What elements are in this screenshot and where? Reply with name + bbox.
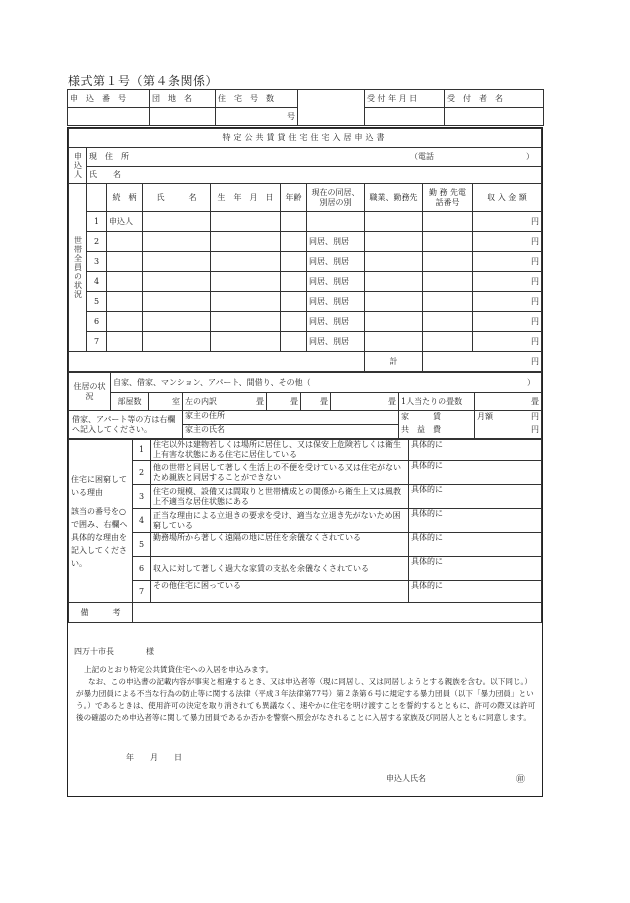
relation-cell: 申込人 — [107, 212, 143, 232]
header-name: 氏 名 — [143, 184, 211, 212]
rental-note: 借家、アパート等の方は右欄へ記入してください。 — [69, 411, 183, 439]
occupation-cell[interactable] — [365, 232, 423, 252]
complex-name-field[interactable] — [150, 108, 216, 126]
difficulty-instructions: 該当の番号を○で囲み、右欄へ具体的な理由を記入してください。 — [71, 506, 128, 568]
residence-type-options: 自家、借家、マンション、アパート、間借り、その他（ — [113, 377, 311, 387]
relation-cell[interactable] — [107, 232, 143, 252]
birthdate-cell[interactable] — [211, 332, 281, 352]
name-cell[interactable] — [143, 232, 211, 252]
occupation-cell[interactable] — [365, 332, 423, 352]
age-cell[interactable] — [281, 292, 307, 312]
table-row — [69, 332, 542, 352]
header-relation: 続 柄 — [107, 184, 143, 212]
breakdown-label: 左の内訳 — [185, 396, 217, 406]
date-line[interactable]: 年 月 日 — [126, 753, 182, 762]
jo-unit-4[interactable]: 畳 — [331, 393, 399, 411]
age-cell[interactable] — [281, 272, 307, 292]
table-row — [69, 272, 542, 292]
row-number: 4 — [87, 272, 107, 292]
occupation-cell[interactable] — [365, 312, 423, 332]
name-cell[interactable] — [143, 332, 211, 352]
reason-number[interactable]: 4 — [133, 509, 151, 533]
per-person-label: 1人当たりの畳数 — [399, 393, 475, 411]
receiver-label: 受 付 者 名 — [445, 90, 544, 108]
occupation-cell[interactable] — [365, 292, 423, 312]
age-cell[interactable] — [281, 212, 307, 232]
address-label: 現 住 所 — [89, 152, 129, 161]
per-person-unit[interactable]: 畳 — [475, 393, 542, 411]
jo-unit-2[interactable]: 畳 — [267, 393, 301, 411]
table-row — [69, 292, 542, 312]
form-title: 様式第１号（第４条関係） — [68, 74, 219, 88]
difficulty-label: 住宅に困窮している理由 — [71, 474, 127, 497]
name-cell[interactable] — [143, 252, 211, 272]
occupation-cell[interactable] — [365, 212, 423, 232]
work-phone-cell[interactable] — [423, 292, 473, 312]
reason-number[interactable]: 6 — [133, 557, 151, 581]
header-income: 収 入 金 額 — [473, 184, 542, 212]
complex-name-label: 団 地 名 — [150, 90, 216, 108]
name-row[interactable] — [87, 167, 542, 184]
remarks-field[interactable] — [133, 603, 542, 623]
landlord-address[interactable]: 家主の住所 — [183, 411, 398, 425]
rooms-label: 部屋数 — [111, 393, 149, 411]
relation-cell[interactable] — [107, 312, 143, 332]
reason-text: その他住宅に困っている — [151, 581, 409, 603]
phone-label: （電話 — [410, 152, 434, 161]
income-cell[interactable]: 円 — [473, 272, 542, 292]
receiver-field[interactable] — [445, 108, 544, 126]
phone-close: ） — [526, 152, 534, 161]
header-age: 年齢 — [281, 184, 307, 212]
rent-label: 家 賃 — [401, 411, 441, 421]
income-cell[interactable]: 円 — [473, 212, 542, 232]
rent-field[interactable] — [475, 412, 541, 425]
reception-table — [67, 89, 544, 126]
received-date-field[interactable] — [365, 108, 445, 126]
statement-intro: 上記のとおり特定公共賃貸住宅への入居を申込みます。 — [84, 665, 274, 674]
birthdate-cell[interactable] — [211, 292, 281, 312]
header-occupation: 職業、勤務先 — [365, 184, 423, 212]
specific-field[interactable]: 具体的に — [409, 509, 542, 533]
jo-unit-3[interactable]: 畳 — [301, 393, 331, 411]
work-phone-cell[interactable] — [423, 232, 473, 252]
residence-types[interactable] — [111, 373, 542, 393]
header-birthdate: 生 年 月 日 — [211, 184, 281, 212]
income-cell[interactable]: 円 — [473, 292, 542, 312]
common-fee-field[interactable]: 円 — [531, 424, 540, 434]
work-phone-cell[interactable] — [423, 272, 473, 292]
common-fee-label: 共 益 費 — [401, 424, 441, 434]
application-no-label: 申 込 番 号 — [68, 90, 150, 108]
row-number: 6 — [87, 312, 107, 332]
unit-no-label: 住 宅 号 数 — [216, 90, 298, 108]
age-cell[interactable] — [281, 232, 307, 252]
cohabitation-cell[interactable]: 同居、別居 — [307, 292, 365, 312]
relation-cell[interactable] — [107, 332, 143, 352]
specific-field[interactable]: 具体的に — [409, 440, 542, 461]
age-cell[interactable] — [281, 312, 307, 332]
name-cell[interactable] — [143, 292, 211, 312]
name-cell[interactable] — [143, 272, 211, 292]
table-row — [69, 212, 542, 232]
seal-icon: ㊞ — [516, 775, 526, 785]
cohabitation-cell[interactable]: 同居、別居 — [307, 232, 365, 252]
statement-consent: なお、この申込書の記載内容が事実と相違するとき、又は申込者等（現に同居し、又は同居しようとする親族を含む。以下同じ。）が暴力団員による不当な行為の防止等に関する法律（平成３年法律第77号）第２条第６号に規定する暴力団員（以下「暴力団員」という。）であるときは、使用許可の決定を取り消されても異議なく、速やかに住宅を明け渡すことを誓約するとともに、許可の際又は許可後の確認のため申込者等に関して暴力団員であるか否かを警察へ照会がなされることに入居する家族及び同居人とともに同意します。 — [76, 677, 536, 722]
header-cohabitation: 現在の同居、別居の別 — [307, 184, 365, 212]
specific-field[interactable]: 具体的に — [409, 581, 542, 603]
relation-cell[interactable] — [107, 292, 143, 312]
relation-cell[interactable] — [107, 272, 143, 292]
document-title: 特定公共賃貸住宅住宅入居申込書 — [69, 129, 542, 148]
cohabitation-cell[interactable]: 同居、別居 — [307, 252, 365, 272]
relation-cell[interactable] — [107, 252, 143, 272]
work-phone-cell[interactable] — [423, 252, 473, 272]
work-phone-cell[interactable] — [423, 212, 473, 232]
rent-yen: 円 — [531, 411, 540, 421]
row-number: 1 — [87, 212, 107, 232]
table-row — [69, 252, 542, 272]
cohabitation-cell — [307, 212, 365, 232]
name-cell[interactable] — [143, 312, 211, 332]
birthdate-cell[interactable] — [211, 212, 281, 232]
applicant-label: 申込人 — [69, 148, 87, 184]
received-date-label: 受 付 年 月 日 — [365, 90, 445, 108]
occupation-cell[interactable] — [365, 252, 423, 272]
specific-field[interactable]: 具体的に — [409, 485, 542, 509]
application-no-field[interactable] — [68, 108, 150, 126]
cohabitation-cell[interactable]: 同居、別居 — [307, 272, 365, 292]
reason-text: 住宅の規模、設備又は間取りと世帯構成との関係から衛生上又は風教上不適当な居住状態にある — [151, 485, 409, 509]
reason-text: 正当な理由による立退きの要求を受け、適当な立退き先がないため困窮している — [151, 509, 409, 533]
reason-number[interactable]: 7 — [133, 581, 151, 603]
difficulty-label-cell — [69, 440, 133, 603]
specific-field[interactable]: 具体的に — [409, 533, 542, 557]
total-income[interactable]: 円 — [423, 352, 542, 372]
reason-text: 勤務場所から著しく遠隔の地に居住を余儀なくされている — [151, 533, 409, 557]
income-cell[interactable]: 円 — [473, 312, 542, 332]
name-label: 氏 名 — [89, 170, 121, 179]
specific-field[interactable]: 具体的に — [409, 557, 542, 581]
total-label: 計 — [365, 352, 423, 372]
table-row — [69, 312, 542, 332]
birthdate-cell[interactable] — [211, 232, 281, 252]
work-phone-cell[interactable] — [423, 312, 473, 332]
cohabitation-cell[interactable]: 同居、別居 — [307, 312, 365, 332]
reason-number[interactable]: 2 — [133, 461, 151, 485]
landlord-name[interactable]: 家主の氏名 — [185, 425, 225, 434]
row-number: 3 — [87, 252, 107, 272]
name-cell[interactable] — [143, 212, 211, 232]
specific-field[interactable]: 具体的に — [409, 461, 542, 485]
header-work-phone: 勤 務 先電話番号 — [423, 184, 473, 212]
application-form — [67, 127, 543, 797]
income-cell[interactable]: 円 — [473, 332, 542, 352]
signature-label: 申込人氏名 — [386, 774, 426, 783]
go-label: 号 — [216, 108, 298, 126]
breakdown-cell[interactable] — [183, 393, 267, 411]
mayor-addressee: 四万十市長 様 — [74, 647, 154, 656]
monthly-label: 月額 — [477, 411, 493, 421]
remarks-label: 備 考 — [69, 603, 133, 623]
cohabitation-cell[interactable]: 同居、別居 — [307, 332, 365, 352]
row-number: 2 — [87, 232, 107, 252]
reason-number[interactable]: 5 — [133, 533, 151, 557]
household-label: 世帯全員の状況 — [69, 184, 87, 352]
income-cell[interactable]: 円 — [473, 252, 542, 272]
rooms-unit[interactable]: 室 — [149, 393, 183, 411]
residence-label: 住居の状 況 — [69, 373, 111, 411]
unit-no-cell[interactable] — [298, 90, 365, 126]
reason-number[interactable]: 1 — [133, 440, 151, 461]
residence-table — [68, 372, 542, 439]
address-row[interactable] — [87, 148, 542, 167]
reason-number[interactable]: 3 — [133, 485, 151, 509]
reason-text: 収入に対して著しく過大な家賃の支払を余儀なくされている — [151, 557, 409, 581]
row-number: 5 — [87, 292, 107, 312]
jo-unit: 畳 — [256, 396, 264, 406]
occupation-cell[interactable] — [365, 272, 423, 292]
residence-type-close: ） — [527, 377, 535, 387]
reason-text: 他の世帯と同居して著しく生活上の不便を受けている又は住宅がないため親族と同居することができない — [151, 461, 409, 485]
reason-text: 住宅以外は建物若しくは場所に居住し、又は保安上危険若しくは衛生上有害な状態にある住宅に居住している — [151, 440, 409, 461]
main-table — [68, 128, 542, 372]
income-cell[interactable]: 円 — [473, 232, 542, 252]
row-number: 7 — [87, 332, 107, 352]
birthdate-cell[interactable] — [211, 312, 281, 332]
age-cell[interactable] — [281, 252, 307, 272]
work-phone-cell[interactable] — [423, 332, 473, 352]
table-row — [69, 232, 542, 252]
birthdate-cell[interactable] — [211, 252, 281, 272]
difficulty-table — [68, 439, 542, 623]
age-cell[interactable] — [281, 332, 307, 352]
birthdate-cell[interactable] — [211, 272, 281, 292]
